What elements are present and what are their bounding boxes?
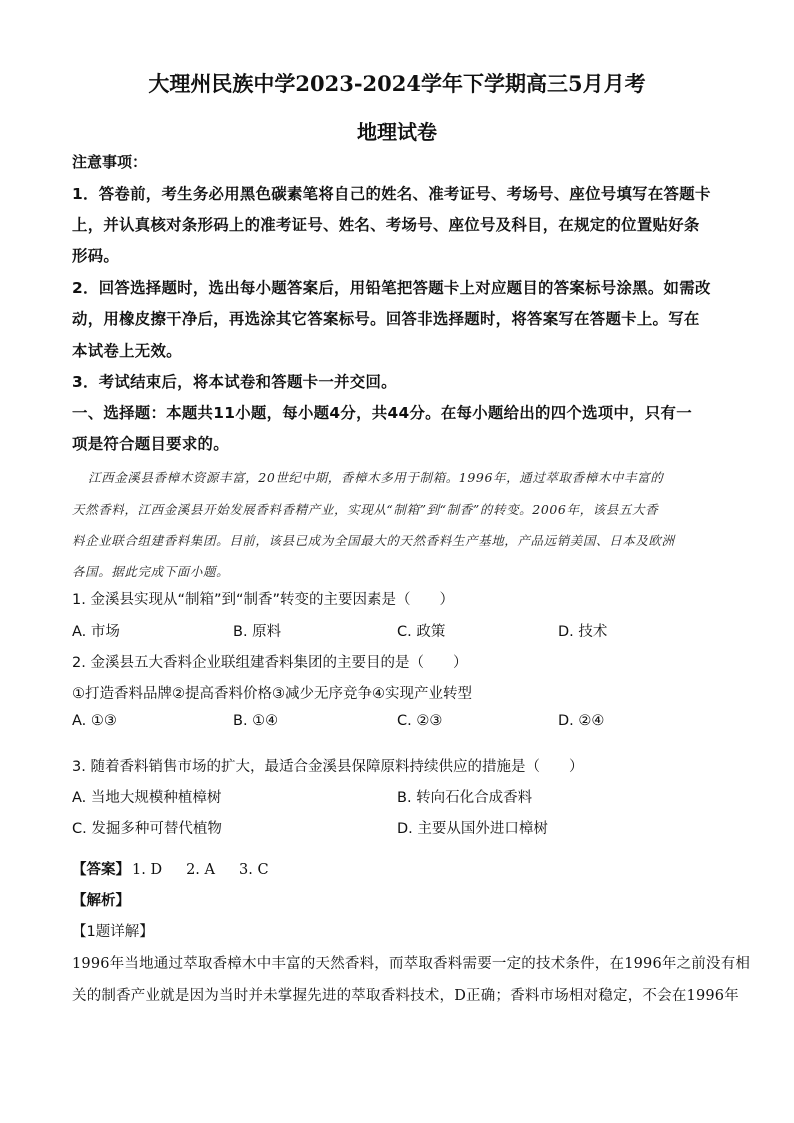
answer-item: 3. C	[239, 862, 269, 878]
question-option: C. ②③	[397, 713, 443, 729]
analysis-line: 关的制香产业就是因为当时并未掌握先进的萃取香料技术，D正确；香料市场相对稳定，不会在1996年	[72, 988, 739, 1004]
notice-line: 动，用橡皮擦干净后，再选涂其它答案标号。回答非选择题时，将答案写在答题卡上。写在	[72, 310, 700, 328]
answer-item: 2. A	[186, 862, 215, 878]
notice-line: 上，并认真核对条形码上的准考证号、姓名、考场号、座位号及科目，在规定的位置贴好条	[72, 216, 700, 234]
notice-heading: 注意事项：	[72, 153, 148, 171]
answer-line	[72, 858, 269, 879]
passage-line: 各国。据此完成下面小题。	[72, 564, 230, 579]
passage-line: 料企业联合组建香料集团。目前，该县已成为全国最大的天然香料生产基地，产品远销美国、日本及欧洲	[72, 533, 675, 548]
answer-tag: 【答案】	[72, 862, 130, 878]
exam-title: 大理州民族中学2023-2024学年下学期高三5月月考	[148, 71, 646, 96]
question-option: C. 政策	[397, 624, 446, 640]
section-heading: 项是符合题目要求的。	[72, 435, 229, 453]
notice-line: 1．答卷前，考生务必用黑色碳素笔将自己的姓名、准考证号、考场号、座位号填写在答题卡	[72, 185, 711, 203]
question-option: D. ②④	[558, 713, 605, 729]
section-heading: 一、选择题：本题共11小题，每小题4分，共44分。在每小题给出的四个选项中，只有一	[72, 404, 692, 422]
exam-subtitle: 地理试卷	[357, 120, 437, 144]
notice-line: 形码。	[72, 247, 120, 265]
passage-line: 天然香料，江西金溪县开始发展香料香精产业，实现从“制箱”到“制香”的转变。2006年，该县五大香	[72, 502, 659, 517]
answer-item: 1. D	[132, 862, 163, 878]
question-stem: 1. 金溪县实现从“制箱”到“制香”转变的主要因素是（ ）	[72, 592, 454, 608]
analysis-heading: 【解析】	[72, 893, 130, 909]
question-option: D. 主要从国外进口樟树	[397, 821, 548, 837]
question-statements: ①打造香料品牌②提高香料价格③减少无序竞争④实现产业转型	[72, 686, 472, 702]
question-option: B. 原料	[233, 624, 282, 640]
notice-line: 本试卷上无效。	[72, 342, 182, 360]
notice-line: 2．回答选择题时，选出每小题答案后，用铅笔把答题卡上对应题目的答案标号涂黑。如需改	[72, 279, 711, 297]
notice-line: 3．考试结束后，将本试卷和答题卡一并交回。	[72, 373, 397, 391]
question-option: C. 发掘多种可替代植物	[72, 821, 222, 837]
passage-line: 江西金溪县香樟木资源丰富，20世纪中期，香樟木多用于制箱。1996年，通过萃取香樟木中丰富的	[88, 470, 664, 485]
question-option: A. 当地大规模种植樟树	[72, 790, 222, 806]
question-option: B. 转向石化合成香料	[397, 790, 533, 806]
question-option: A. ①③	[72, 713, 117, 729]
question-option: D. 技术	[558, 624, 608, 640]
question-stem: 3. 随着香料销售市场的扩大，最适合金溪县保障原料持续供应的措施是（ ）	[72, 759, 584, 775]
question-option: A. 市场	[72, 624, 120, 640]
question-stem: 2. 金溪县五大香料企业联组建香料集团的主要目的是（ ）	[72, 655, 468, 671]
analysis-detail-heading: 【1题详解】	[72, 924, 154, 940]
question-option: B. ①④	[233, 713, 279, 729]
analysis-line: 1996年当地通过萃取香樟木中丰富的天然香料，而萃取香料需要一定的技术条件，在1996年之前没有相	[72, 956, 751, 972]
